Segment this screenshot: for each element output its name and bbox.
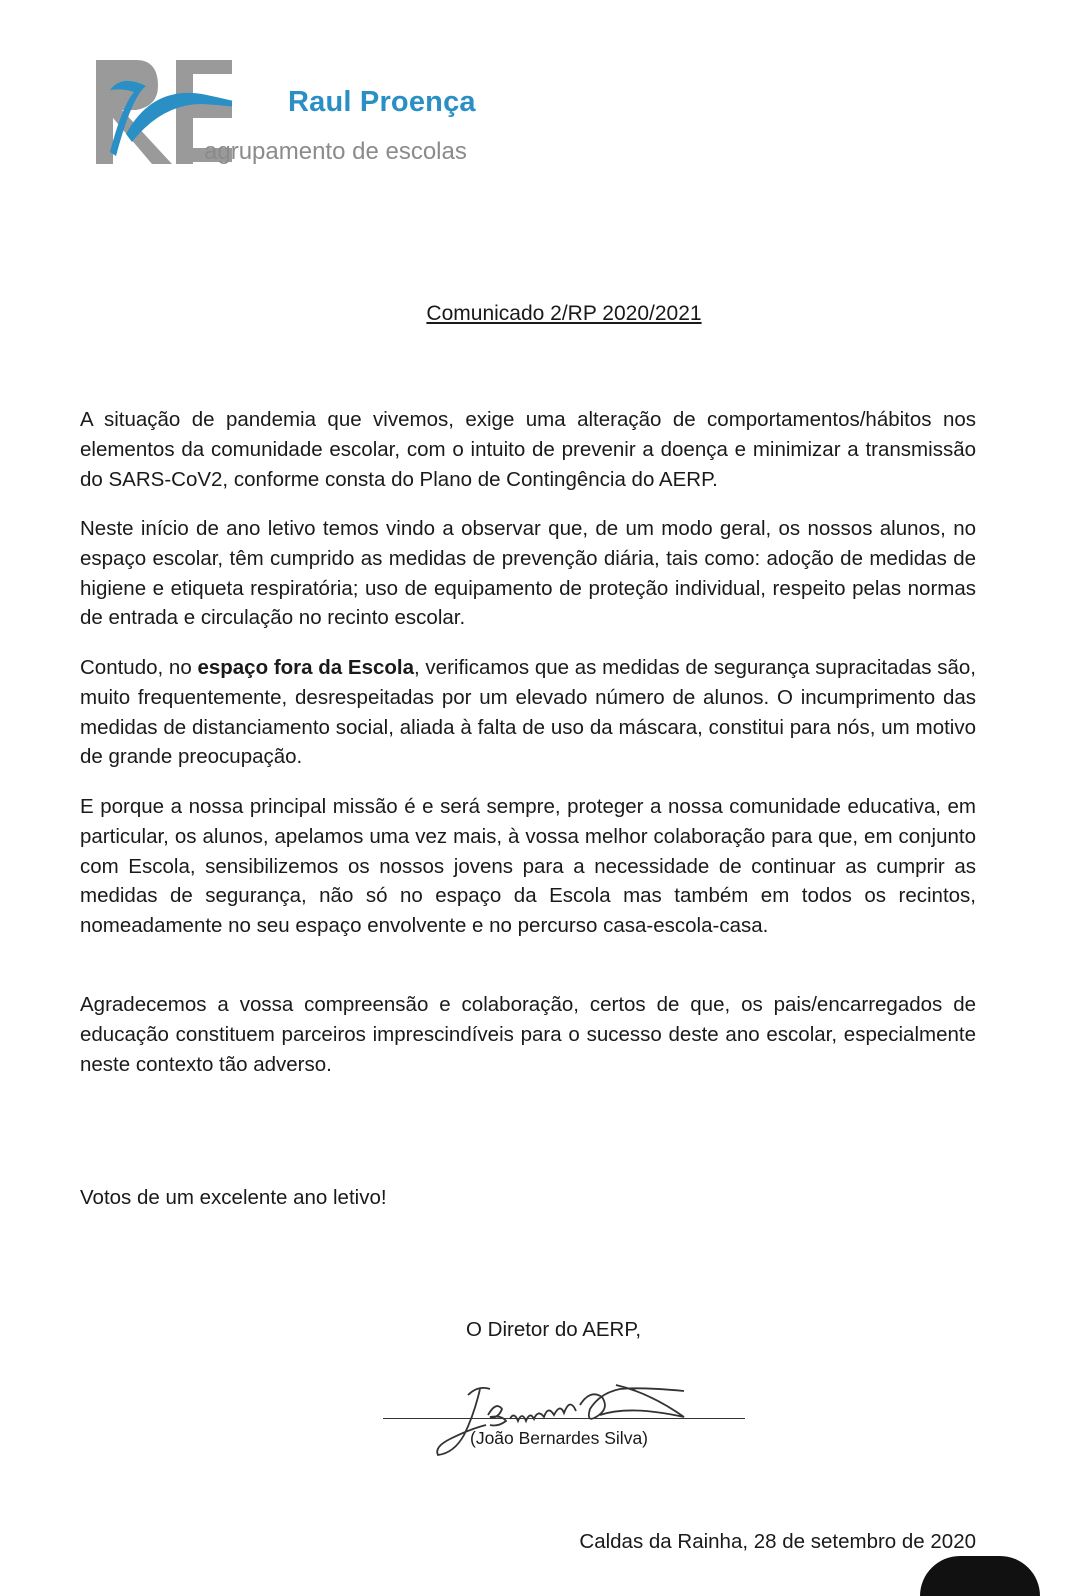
school-name: Raul Proença — [288, 86, 476, 118]
school-logo — [92, 56, 512, 176]
paragraph-3 — [80, 653, 976, 772]
signatory-name: (João Bernardes Silva) — [470, 1428, 648, 1448]
paragraph-3-start: Contudo, no — [80, 656, 198, 679]
school-subtitle: agrupamento de escolas — [204, 138, 467, 165]
handwritten-signature-icon — [430, 1375, 700, 1465]
document-title: Comunicado 2/RP 2020/2021 — [426, 302, 702, 325]
paragraph-1: A situação de pandemia que vivemos, exige uma alteração de comportamentos/hábitos nos elementos da comunidade escolar, com o intuito de prevenir a doença e minimizar a transmissão do SARS-CoV2, conforme consta do Plano de Contingência do AERP. — [80, 408, 976, 491]
paragraph-2: Neste início de ano letivo temos vindo a observar que, de um modo geral, os nossos alunos, no espaço escolar, têm cumprido as medidas de prevenção diária, tais como: adoção de medidas de higiene e etiqueta respiratória; uso de equipamento de proteção individual, respeito pelas normas de entrada e circulação no recinto escolar. — [80, 517, 976, 630]
paragraph-5: Agradecemos a vossa compreensão e colaboração, certos de que, os pais/encarregados de educação constituem parceiros imprescindíveis para o sucesso deste ano escolar, especialmente neste contexto tão adverso. — [80, 993, 976, 1076]
director-label: O Diretor do AERP, — [466, 1318, 642, 1341]
paragraph-3-end: , verificamos que as medidas de segurança supracitadas são, muito frequentemente, desrespeitadas por um elevado número de alunos. O incumprimento das medidas de distanciamento social, aliada à falta de uso da máscara, constitui para nós, um motivo de grande preocupação. — [80, 656, 976, 769]
place-and-date: Caldas da Rainha, 28 de setembro de 2020 — [579, 1530, 976, 1553]
closing-wishes: Votos de um excelente ano letivo! — [80, 1186, 387, 1209]
paragraph-3-emphasis: espaço fora da Escola — [197, 656, 415, 679]
corner-shadow — [920, 1556, 1040, 1596]
paragraph-4: E porque a nossa principal missão é e será sempre, proteger a nossa comunidade educativa, em particular, os alunos, apelamos uma vez mais, à vossa melhor colaboração para que, em conjunto com Escola, sensibilizemos os nossos jovens para a necessidade de continuar as cumprir as medidas de segurança, não só no espaço da Escola mas também em todos os recintos, nomeadamente no seu espaço envolvente e no percurso casa-escola-casa. — [80, 795, 976, 938]
